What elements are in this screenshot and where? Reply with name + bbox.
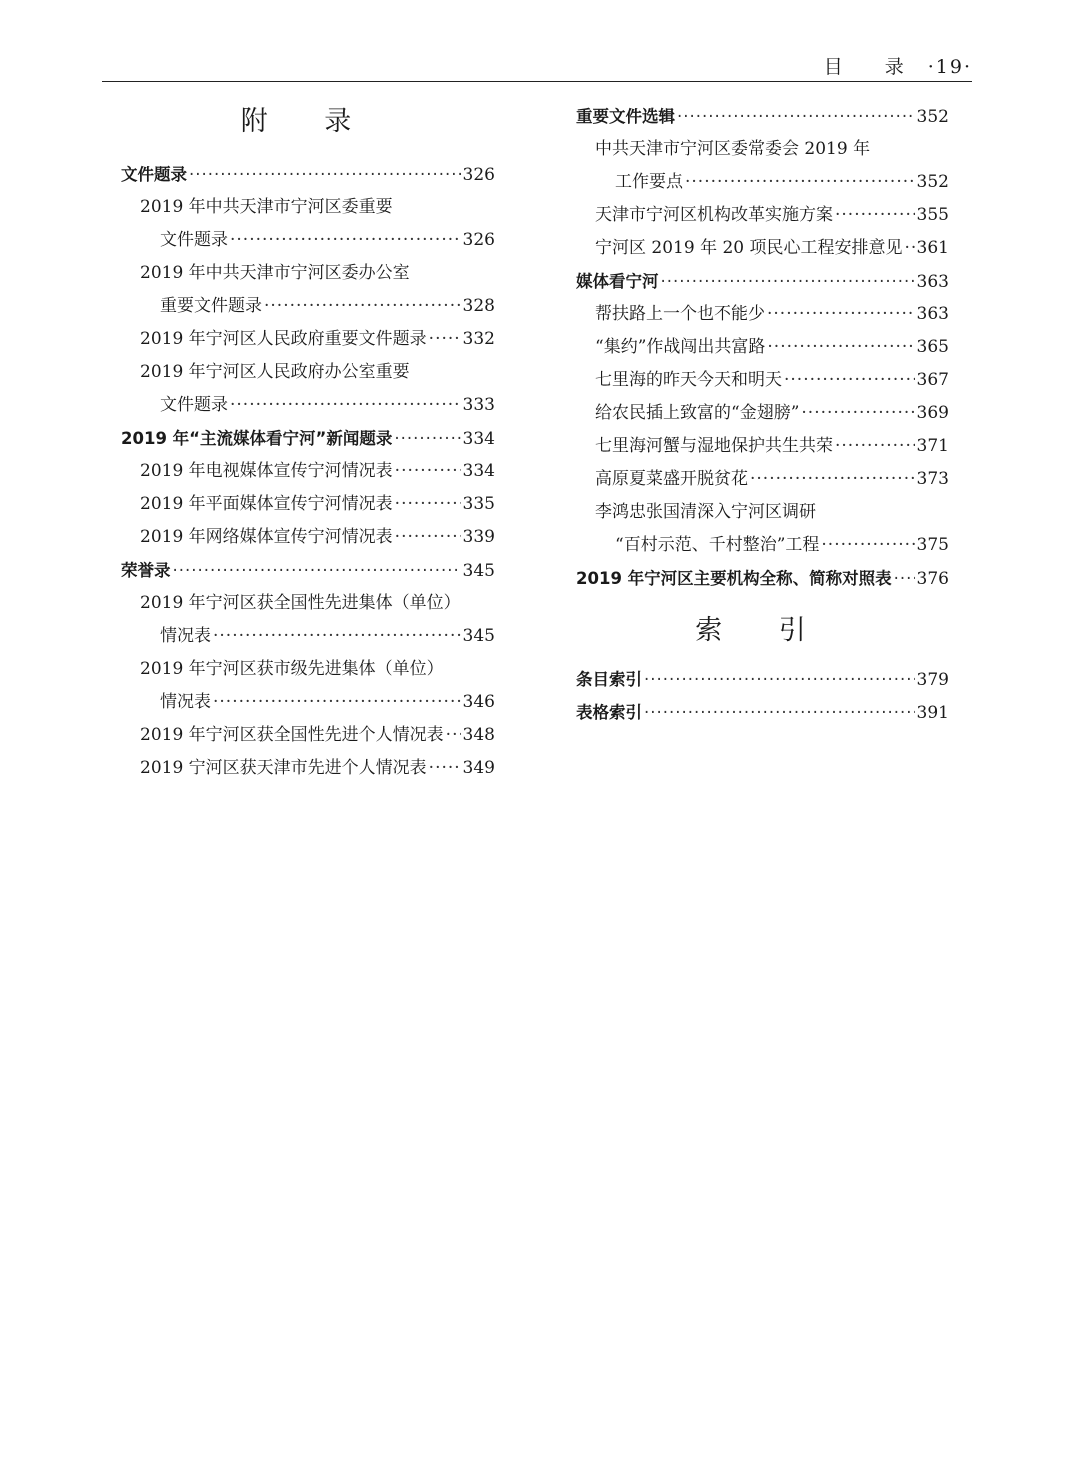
toc-entry[interactable]	[576, 265, 949, 298]
toc-entry[interactable]	[121, 719, 495, 752]
toc-entry[interactable]	[121, 686, 495, 719]
toc-entry-title: 情况表	[160, 692, 211, 712]
toc-entry-page: 335	[462, 494, 495, 514]
toc-entry-page: 373	[916, 469, 949, 489]
dot-leader	[835, 430, 915, 463]
toc-entry-title: 情况表	[160, 626, 211, 646]
toc-entry-title: 条目索引	[576, 670, 642, 689]
toc-entry-title: 帮扶路上一个也不能少	[595, 304, 765, 324]
toc-entry-title: 2019 年宁河区人民政府办公室重要	[140, 362, 410, 382]
toc-index-list	[576, 663, 949, 729]
toc-entry-page: 352	[916, 172, 949, 192]
dot-leader	[644, 696, 915, 729]
toc-entry[interactable]	[121, 422, 495, 455]
toc-entry-page: 363	[916, 304, 949, 324]
index-title: 索 引	[695, 615, 830, 646]
toc-entry-title: 七里海河蟹与湿地保护共生共荣	[595, 436, 833, 456]
dot-leader	[395, 455, 461, 488]
toc-entry-page: 369	[916, 403, 949, 423]
dot-leader	[677, 100, 915, 133]
toc-entry-title: “集约”作战闯出共富路	[595, 337, 766, 357]
toc-entry-page: 339	[462, 527, 495, 547]
toc-entry[interactable]	[121, 224, 495, 257]
toc-entry-page: 345	[462, 561, 495, 581]
toc-entry-page: 391	[916, 703, 949, 723]
toc-entry[interactable]	[576, 463, 949, 496]
toc-entry[interactable]	[121, 389, 495, 422]
toc-entry[interactable]	[576, 562, 949, 595]
dot-leader	[230, 389, 461, 422]
toc-entry[interactable]	[576, 199, 949, 232]
toc-right-list	[576, 100, 949, 595]
toc-entry[interactable]	[121, 488, 495, 521]
running-head-section: 目 录	[823, 56, 922, 78]
toc-entry-title: 2019 年平面媒体宣传宁河情况表	[140, 494, 393, 514]
toc-entry-page: 332	[462, 329, 495, 349]
dot-leader	[750, 463, 915, 496]
toc-entry[interactable]	[121, 587, 495, 620]
dot-leader	[213, 686, 461, 719]
toc-entry[interactable]	[121, 290, 495, 323]
toc-entry-title: 宁河区 2019 年 20 项民心工程安排意见	[595, 238, 903, 258]
toc-entry-page: 334	[462, 429, 495, 449]
toc-entry[interactable]	[121, 257, 495, 290]
dot-leader	[395, 488, 461, 521]
toc-entry-page: 346	[462, 692, 495, 712]
toc-entry[interactable]	[576, 397, 949, 430]
toc-entry[interactable]	[576, 496, 949, 529]
dot-leader	[429, 752, 461, 785]
toc-entry-title: 2019 宁河区获天津市先进个人情况表	[140, 758, 427, 778]
toc-entry[interactable]	[576, 100, 949, 133]
dot-leader	[661, 265, 915, 298]
toc-entry-page: 326	[462, 230, 495, 250]
dot-leader	[189, 158, 461, 191]
toc-entry[interactable]	[576, 232, 949, 265]
toc-entry-page: 365	[916, 337, 949, 357]
toc-entry-title: 重要文件题录	[160, 296, 262, 316]
toc-entry-title: 七里海的昨天今天和明天	[595, 370, 782, 390]
toc-entry[interactable]	[576, 430, 949, 463]
toc-entry-page: 355	[916, 205, 949, 225]
toc-entry[interactable]	[121, 158, 495, 191]
toc-entry-title: 2019 年电视媒体宣传宁河情况表	[140, 461, 393, 481]
toc-entry[interactable]	[576, 331, 949, 364]
toc-entry[interactable]	[121, 752, 495, 785]
toc-entry-title: 荣誉录	[121, 561, 171, 580]
toc-entry-title: 2019 年宁河区获全国性先进集体（单位）	[140, 593, 461, 613]
toc-entry-page: 345	[462, 626, 495, 646]
dot-leader	[784, 364, 915, 397]
toc-entry[interactable]	[121, 356, 495, 389]
toc-entry-title: 李鸿忠张国清深入宁河区调研	[595, 502, 816, 522]
dot-leader	[264, 290, 461, 323]
toc-entry-page: 349	[462, 758, 495, 778]
dot-leader	[446, 719, 461, 752]
toc-entry-page: 328	[462, 296, 495, 316]
toc-entry-title: 媒体看宁河	[576, 272, 659, 291]
toc-entry[interactable]	[576, 529, 949, 562]
toc-entry[interactable]	[121, 620, 495, 653]
dot-leader	[835, 199, 915, 232]
toc-entry[interactable]	[576, 364, 949, 397]
toc-left-column	[121, 100, 495, 785]
header-rule	[102, 81, 972, 82]
dot-leader	[173, 554, 461, 587]
toc-entry[interactable]	[576, 166, 949, 199]
toc-entry-title: 2019 年宁河区获全国性先进个人情况表	[140, 725, 444, 745]
dot-leader	[429, 323, 461, 356]
toc-entry-title: 重要文件选辑	[576, 107, 675, 126]
toc-entry-title: 2019 年“主流媒体看宁河”新闻题录	[121, 429, 393, 448]
toc-entry[interactable]	[576, 696, 949, 729]
running-head	[824, 52, 972, 79]
toc-entry-title: 文件题录	[121, 165, 187, 184]
appendix-title: 附 录	[240, 106, 376, 137]
dot-leader	[644, 663, 915, 696]
dot-leader	[894, 562, 915, 595]
toc-entry-title: 天津市宁河区机构改革实施方案	[595, 205, 833, 225]
dot-leader	[905, 232, 915, 265]
toc-entry[interactable]	[576, 298, 949, 331]
toc-entry-page: 379	[916, 670, 949, 690]
toc-entry-title: 2019 年宁河区主要机构全称、简称对照表	[576, 569, 892, 588]
toc-entry-title: 2019 年宁河区获市级先进集体（单位）	[140, 659, 444, 679]
toc-entry-page: 334	[462, 461, 495, 481]
toc-entry[interactable]	[121, 191, 495, 224]
dot-leader	[821, 529, 914, 562]
dot-leader	[213, 620, 461, 653]
page-number: ·19·	[927, 56, 972, 78]
dot-leader	[767, 298, 915, 331]
toc-entry-page: 367	[916, 370, 949, 390]
toc-entry[interactable]	[121, 554, 495, 587]
toc-entry-title: 2019 年宁河区人民政府重要文件题录	[140, 329, 427, 349]
toc-entry[interactable]	[121, 521, 495, 554]
toc-entry-title: 文件题录	[160, 395, 228, 415]
toc-entry[interactable]	[576, 663, 949, 696]
toc-entry-title: 给农民插上致富的“金翅膀”	[595, 403, 800, 423]
toc-left-list	[121, 158, 495, 785]
toc-entry-title: 中共天津市宁河区委常委会 2019 年	[595, 139, 871, 159]
dot-leader	[395, 521, 461, 554]
toc-entry-page: 363	[916, 272, 949, 292]
toc-entry[interactable]	[576, 133, 949, 166]
toc-entry-title: 2019 年网络媒体宣传宁河情况表	[140, 527, 393, 547]
toc-entry-title: 高原夏菜盛开脱贫花	[595, 469, 748, 489]
toc-entry-page: 361	[916, 238, 949, 258]
toc-entry-title: 2019 年中共天津市宁河区委办公室	[140, 263, 410, 283]
dot-leader	[230, 224, 461, 257]
toc-entry[interactable]	[121, 323, 495, 356]
toc-entry-title: 2019 年中共天津市宁河区委重要	[140, 197, 393, 217]
toc-entry-title: 工作要点	[615, 172, 683, 192]
toc-entry-page: 333	[462, 395, 495, 415]
dot-leader	[801, 397, 914, 430]
toc-entry-page: 352	[916, 107, 949, 127]
toc-entry-title: “百村示范、千村整治”工程	[615, 535, 820, 555]
toc-entry-page: 371	[916, 436, 949, 456]
toc-entry-page: 376	[916, 569, 949, 589]
toc-entry-page: 348	[462, 725, 495, 745]
toc-right-column	[576, 100, 949, 729]
toc-entry-title: 文件题录	[160, 230, 228, 250]
toc-entry-title: 表格索引	[576, 703, 642, 722]
toc-entry-page: 326	[462, 165, 495, 185]
dot-leader	[394, 422, 460, 455]
toc-entry[interactable]	[121, 653, 495, 686]
toc-entry-page: 375	[916, 535, 949, 555]
dot-leader	[767, 331, 914, 364]
toc-entry[interactable]	[121, 455, 495, 488]
dot-leader	[685, 166, 915, 199]
